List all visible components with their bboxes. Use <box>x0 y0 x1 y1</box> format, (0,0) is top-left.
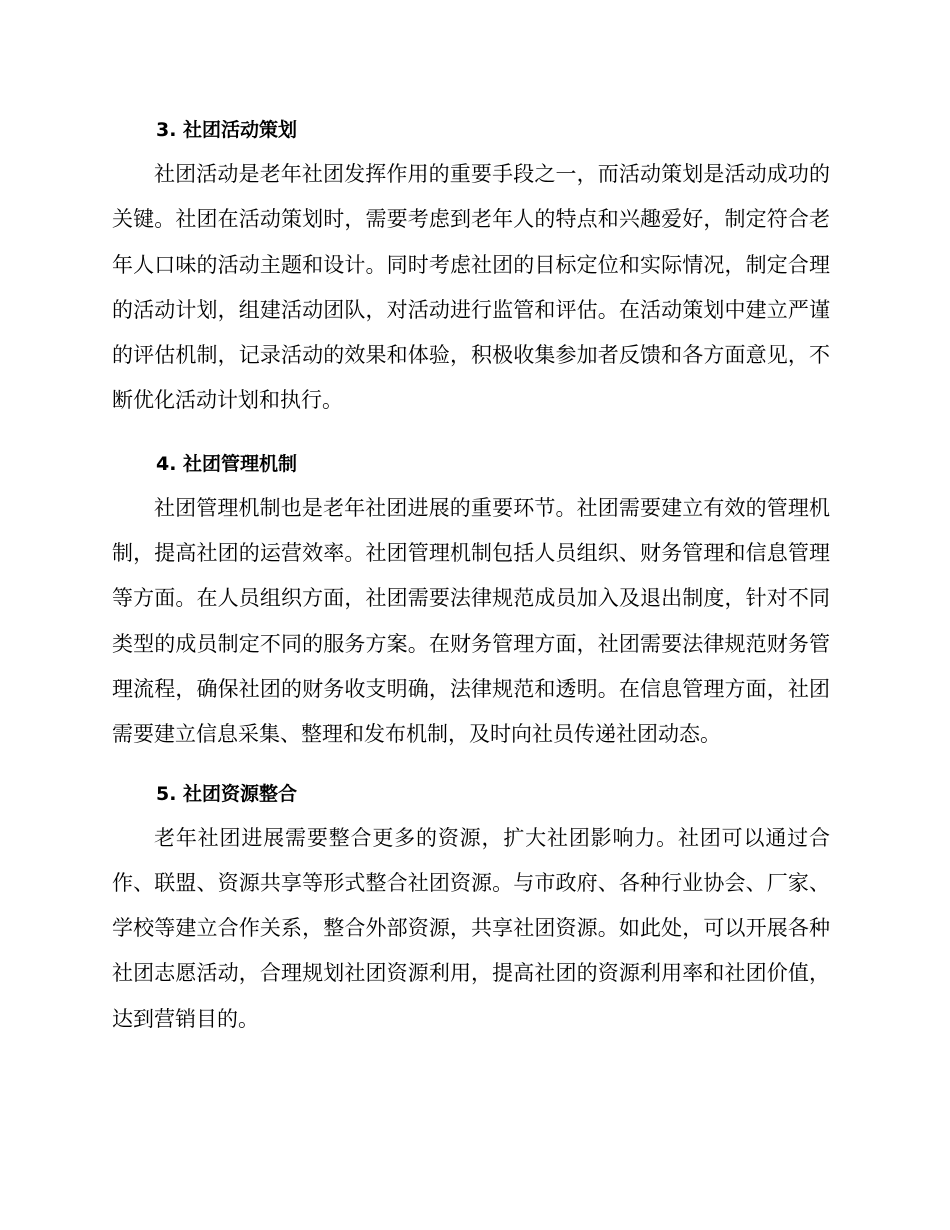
section-resource-integration <box>112 772 830 1042</box>
section-paragraph: 社团管理机制也是老年社团进展的重要环节。社团需要建立有效的管理机制，提高社团的运营效率。社团管理机制包括人员组织、财务管理和信息管理等方面。在人员组织方面，社团需要法律规范成员加入及退出制度，针对不同类型的成员制定不同的服务方案。在财务管理方面，社团需要法律规范财务管理流程，确保社团的财务收支明确，法律规范和透明。在信息管理方面，社团需要建立信息采集、整理和发布机制，及时向社员传递社团动态。 <box>112 495 830 747</box>
section-paragraph: 老年社团进展需要整合更多的资源，扩大社团影响力。社团可以通过合作、联盟、资源共享等形式整合社团资源。与市政府、各种行业协会、厂家、学校等建立合作关系，整合外部资源，共享社团资源。如此处，可以开展各种社团志愿活动，合理规划社团资源利用，提高社团的资源利用率和社团价值，达到营销目的。 <box>112 825 830 1031</box>
section-paragraph: 社团活动是老年社团发挥作用的重要手段之一，而活动策划是活动成功的关键。社团在活动策划时，需要考虑到老年人的特点和兴趣爱好，制定符合老年人口味的活动主题和设计。同时考虑社团的目标定位和实际情况，制定合理的活动计划，组建活动团队，对活动进行监管和评估。在活动策划中建立严谨的评估机制，记录活动的效果和体验，积极收集参加者反馈和各方面意见，不断优化活动计划和执行。 <box>112 162 830 413</box>
document-page <box>112 108 830 1042</box>
section-heading: 3. 社团活动策划 <box>156 119 298 141</box>
section-heading: 4. 社团管理机制 <box>156 452 298 475</box>
section-activity-planning <box>112 108 830 424</box>
section-heading: 5. 社团资源整合 <box>156 782 298 805</box>
section-management-mechanism <box>112 442 830 758</box>
